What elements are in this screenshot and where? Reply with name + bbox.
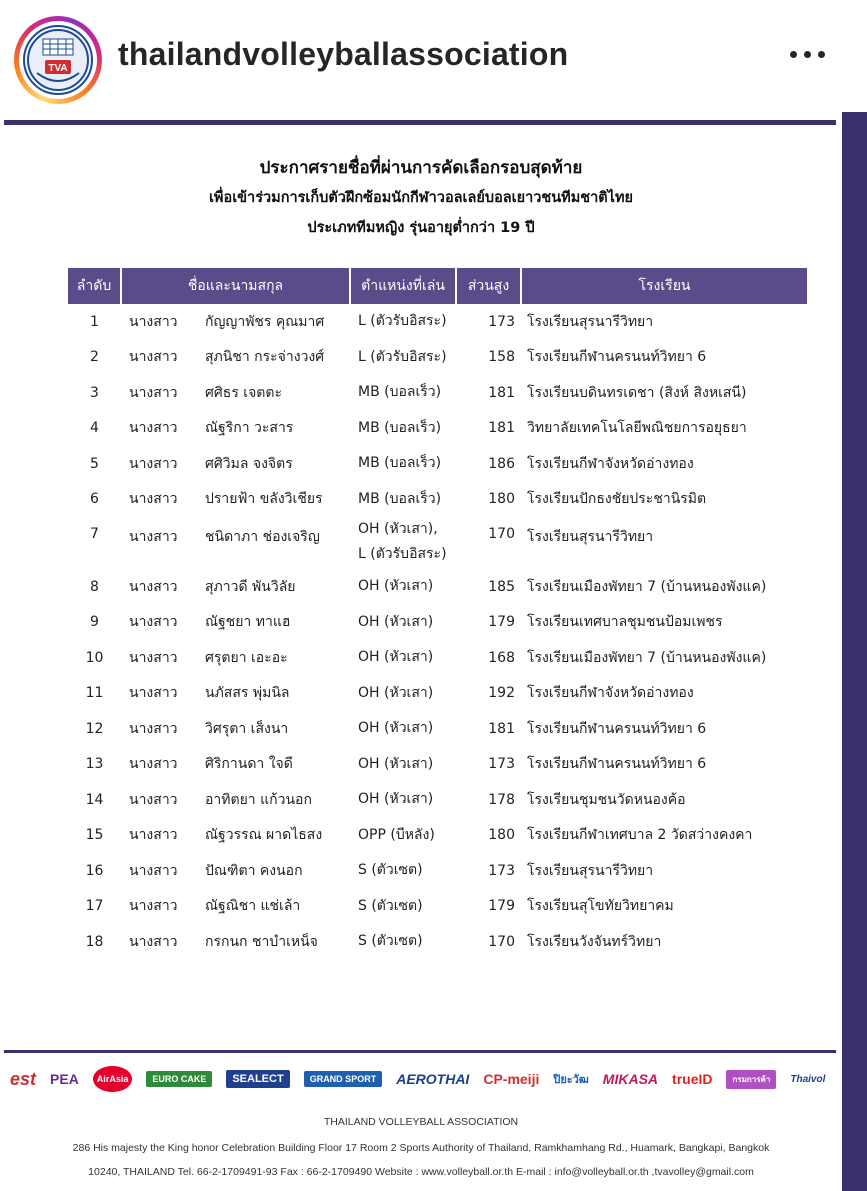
table-row <box>68 446 807 482</box>
table-row <box>68 676 807 712</box>
position-primary: OH (หัวเสา) <box>358 649 434 666</box>
cell-name <box>121 605 350 641</box>
cell-school: โรงเรียนเมืองพัทยา 7 (บ้านหนองพังแค) <box>527 578 767 595</box>
address-line-2: 10240, THAILAND Tel. 66-2-1709491-93 Fax : 66-2-1709490 Website : www.volleyball.or.th E-mail : info@volleyball.or.th ,tvavolley@gmail.com <box>88 1166 754 1178</box>
cell-position <box>350 747 456 783</box>
cell-height: 179 <box>488 614 515 631</box>
cell-height: 180 <box>488 491 515 508</box>
cell-name <box>121 676 350 712</box>
position-primary: OH (หัวเสา) <box>358 755 434 772</box>
cell-number: 9 <box>90 614 99 631</box>
cell-number: 11 <box>85 685 104 702</box>
col-header-number: ลำดับ <box>68 268 121 304</box>
cell-name <box>121 304 350 340</box>
cell-number: 2 <box>90 349 99 366</box>
cell-number: 15 <box>85 827 104 844</box>
table-row <box>68 782 807 818</box>
cell-position <box>350 818 456 854</box>
cell-name <box>121 853 350 889</box>
cell-height: 192 <box>488 685 515 702</box>
cell-school: โรงเรียนวังจันทร์วิทยา <box>527 933 662 950</box>
player-name: ณัฐวรรณ ผาดไธสง <box>205 827 323 844</box>
cell-position <box>350 375 456 411</box>
player-name: สุภาวดี พันวิลัย <box>205 578 296 595</box>
cell-position <box>350 482 456 518</box>
table-row <box>68 747 807 783</box>
roster-table <box>68 268 807 960</box>
name-prefix: นางสาว <box>129 791 178 808</box>
cell-school: โรงเรียนสุโขทัยวิทยาคม <box>527 898 674 915</box>
cell-height: 168 <box>488 649 515 666</box>
table-row <box>68 411 807 447</box>
cell-school: โรงเรียนกีฬานครนนท์วิทยา 6 <box>527 756 707 773</box>
table-row <box>68 640 807 676</box>
more-options-icon[interactable] <box>790 46 830 62</box>
player-name: ณัฐริกา วะสาร <box>205 420 294 437</box>
table-row <box>68 517 807 569</box>
cell-name <box>121 411 350 447</box>
doc-subtitle: เพื่อเข้าร่วมการเก็บตัวฝึกซ้อมนักกีฬาวอลเลย์บอลเยาวชนทีมชาติไทย <box>208 190 634 206</box>
cell-position <box>350 340 456 376</box>
cell-school: โรงเรียนกีฬาจังหวัดอ่างทอง <box>527 685 694 702</box>
table-row <box>68 569 807 605</box>
cell-name <box>121 340 350 376</box>
name-prefix: นางสาว <box>129 313 178 330</box>
sponsor-logo: GRAND SPORT <box>304 1071 383 1087</box>
sponsor-logo: ปิยะวัฒ <box>553 1074 589 1086</box>
table-row <box>68 889 807 925</box>
player-name: ปรายฟ้า ขลังวิเชียร <box>205 491 323 508</box>
cell-name <box>121 782 350 818</box>
username[interactable]: thailandvolleyballassociation <box>118 36 569 72</box>
tva-logo-icon <box>23 25 93 95</box>
name-prefix: นางสาว <box>129 384 178 401</box>
cell-school: โรงเรียนสุรนารีวิทยา <box>527 313 654 330</box>
position-primary: S (ตัวเซต) <box>358 933 423 950</box>
cell-name <box>121 747 350 783</box>
name-prefix: นางสาว <box>129 491 178 508</box>
table-row <box>68 304 807 340</box>
cell-height: 179 <box>488 898 515 915</box>
table-row <box>68 605 807 641</box>
cell-number: 6 <box>90 491 99 508</box>
player-name: ชนิดาภา ช่องเจริญ <box>205 529 320 545</box>
cell-school: โรงเรียนสุรนารีวิทยา <box>527 529 654 545</box>
player-name: ณัฐณิชา แช่เล้า <box>205 898 301 915</box>
cell-position <box>350 853 456 889</box>
table-header-row <box>68 268 807 304</box>
cell-number: 10 <box>85 649 104 666</box>
col-header-name: ชื่อและนามสกุล <box>121 268 350 304</box>
position-secondary: L (ตัวรับอิสระ) <box>358 546 447 562</box>
cell-number: 3 <box>90 384 99 401</box>
cell-height: 173 <box>488 862 515 879</box>
cell-height: 173 <box>488 313 515 330</box>
cell-height: 170 <box>488 933 515 950</box>
sponsor-logo: est <box>10 1068 37 1089</box>
name-prefix: นางสาว <box>129 862 178 879</box>
cell-position <box>350 640 456 676</box>
name-prefix: นางสาว <box>129 898 178 915</box>
cell-number: 13 <box>85 756 104 773</box>
cell-height: 181 <box>488 720 515 737</box>
cell-name <box>121 482 350 518</box>
doc-category: ประเภททีมหญิง รุ่นอายุต่ำกว่า 19 ปี <box>307 220 535 236</box>
cell-position <box>350 304 456 340</box>
cell-school: โรงเรียนสุรนารีวิทยา <box>527 862 654 879</box>
cell-name <box>121 711 350 747</box>
cell-position <box>350 569 456 605</box>
name-prefix: นางสาว <box>129 614 178 631</box>
col-header-height: ส่วนสูง <box>456 268 521 304</box>
position-primary: OH (หัวเสา) <box>358 684 434 701</box>
cell-position <box>350 446 456 482</box>
cell-number: 4 <box>90 420 99 437</box>
cell-name <box>121 818 350 854</box>
cell-name <box>121 375 350 411</box>
cell-number: 1 <box>90 313 99 330</box>
name-prefix: นางสาว <box>129 578 178 595</box>
col-header-position: ตำแหน่งที่เล่น <box>350 268 456 304</box>
player-name: วิศรุตา เส็งนา <box>205 720 289 737</box>
table-row <box>68 711 807 747</box>
cell-position <box>350 517 456 569</box>
cell-number: 5 <box>90 455 99 472</box>
cell-number: 12 <box>85 720 104 737</box>
cell-school: โรงเรียนเทศบาลชุมชนป้อมเพชร <box>527 614 723 631</box>
player-name: อาทิตยา แก้วนอก <box>205 791 312 808</box>
cell-number: 17 <box>85 898 104 915</box>
table-row <box>68 853 807 889</box>
position-primary: OH (หัวเสา), <box>358 521 438 537</box>
player-name: สุภนิชา กระจ่างวงศ์ <box>205 349 325 366</box>
sponsor-logo: AirAsia <box>93 1066 133 1092</box>
cell-position <box>350 924 456 960</box>
cell-position <box>350 411 456 447</box>
sponsor-logo: Thaivol <box>790 1073 826 1085</box>
player-name: กัญญาพัชร คุณมาศ <box>205 313 325 330</box>
cell-height: 158 <box>488 349 515 366</box>
name-prefix: นางสาว <box>129 349 178 366</box>
cell-height: 180 <box>488 827 515 844</box>
cell-name <box>121 640 350 676</box>
position-primary: S (ตัวเซต) <box>358 897 423 914</box>
position-primary: OH (หัวเสา) <box>358 613 434 630</box>
cell-school: โรงเรียนกีฬาเทศบาล 2 วัดสว่างคงคา <box>527 827 753 844</box>
position-primary: MB (บอลเร็ว) <box>358 419 442 436</box>
cell-school: โรงเรียนบดินทรเดชา (สิงห์ สิงหเสนี) <box>527 384 747 401</box>
cell-height: 181 <box>488 420 515 437</box>
roster-body <box>68 304 807 960</box>
cell-school: โรงเรียนชุมชนวัดหนองค้อ <box>527 791 686 808</box>
cell-school: โรงเรียนเมืองพัทยา 7 (บ้านหนองพังแค) <box>527 649 767 666</box>
cell-school: โรงเรียนกีฬานครนนท์วิทยา 6 <box>527 720 707 737</box>
cell-name <box>121 569 350 605</box>
position-primary: MB (บอลเร็ว) <box>358 384 442 401</box>
position-primary: OH (หัวเสา) <box>358 791 434 808</box>
sponsor-logo: CP-meiji <box>483 1071 540 1087</box>
cell-school: โรงเรียนปักธงชัยประชานิรมิต <box>527 491 707 508</box>
cell-position <box>350 889 456 925</box>
player-name: นภัสสร พุ่มนิล <box>205 685 290 702</box>
cell-position <box>350 676 456 712</box>
player-name: ศศิธร เจตตะ <box>205 384 282 401</box>
position-primary: MB (บอลเร็ว) <box>358 455 442 472</box>
position-primary: S (ตัวเซต) <box>358 862 423 879</box>
cell-name <box>121 517 350 569</box>
sponsor-logo: MIKASA <box>602 1071 659 1087</box>
cell-position <box>350 782 456 818</box>
sponsor-logo: EURO CAKE <box>146 1071 212 1087</box>
cell-height: 185 <box>488 578 515 595</box>
sponsor-logo: AEROTHAI <box>396 1071 470 1087</box>
announcement-document <box>0 112 867 1191</box>
name-prefix: นางสาว <box>129 529 178 545</box>
cell-number: 14 <box>85 791 104 808</box>
cell-number: 18 <box>85 933 104 950</box>
player-name: ปัณฑิตา คงนอก <box>205 862 303 879</box>
cell-number: 7 <box>90 526 99 542</box>
name-prefix: นางสาว <box>129 827 178 844</box>
name-prefix: นางสาว <box>129 420 178 437</box>
table-row <box>68 818 807 854</box>
position-primary: L (ตัวรับอิสระ) <box>358 313 447 330</box>
cell-position <box>350 605 456 641</box>
cell-name <box>121 924 350 960</box>
svg-text:TVA: TVA <box>48 63 68 74</box>
sponsor-logo: SEALECT <box>226 1070 289 1088</box>
address-line-1: 286 His majesty the King honor Celebration Building Floor 17 Room 2 Sports Authority of Thailand, Ramkhamhang Rd., Huamark, Bangkapi, Bangkok <box>72 1142 770 1154</box>
table-row <box>68 375 807 411</box>
position-primary: OH (หัวเสา) <box>358 578 434 595</box>
sponsor-logo: กรมการค้า <box>726 1070 776 1089</box>
name-prefix: นางสาว <box>129 649 178 666</box>
player-name: ศิริกานดา ใจดี <box>205 756 293 773</box>
cell-height: 181 <box>488 384 515 401</box>
post-header <box>0 0 867 112</box>
position-primary: OPP (บีหลัง) <box>358 826 435 843</box>
cell-number: 16 <box>85 862 104 879</box>
cell-position <box>350 711 456 747</box>
sponsor-logo: PEA <box>50 1071 79 1087</box>
top-divider <box>4 120 836 125</box>
name-prefix: นางสาว <box>129 720 178 737</box>
player-name: ศศิวิมล จงจิตร <box>205 455 293 472</box>
name-prefix: นางสาว <box>129 756 178 773</box>
position-primary: L (ตัวรับอิสระ) <box>358 348 447 365</box>
cell-name <box>121 446 350 482</box>
cell-height: 173 <box>488 756 515 773</box>
cell-name <box>121 889 350 925</box>
cell-height: 170 <box>488 526 515 542</box>
cell-school: โรงเรียนกีฬานครนนท์วิทยา 6 <box>527 349 707 366</box>
cell-school: วิทยาลัยเทคโนโลยีพณิชยการอยุธยา <box>527 420 747 437</box>
name-prefix: นางสาว <box>129 685 178 702</box>
name-prefix: นางสาว <box>129 455 178 472</box>
position-primary: OH (หัวเสา) <box>358 720 434 737</box>
cell-height: 186 <box>488 455 515 472</box>
table-row <box>68 340 807 376</box>
name-prefix: นางสาว <box>129 933 178 950</box>
player-name: ศรุตยา เอะอะ <box>205 649 288 666</box>
col-header-school: โรงเรียน <box>521 268 807 304</box>
table-row <box>68 482 807 518</box>
footer-divider <box>4 1050 836 1053</box>
sponsor-logos <box>10 1062 836 1096</box>
cell-school: โรงเรียนกีฬาจังหวัดอ่างทอง <box>527 455 694 472</box>
table-row <box>68 924 807 960</box>
player-name: ณัฐชยา ทาแฮ <box>205 614 291 631</box>
avatar[interactable] <box>14 16 102 104</box>
association-name: THAILAND VOLLEYBALL ASSOCIATION <box>323 1116 519 1128</box>
sponsor-logo: trueID <box>672 1071 713 1087</box>
position-primary: MB (บอลเร็ว) <box>358 490 442 507</box>
right-frame-bar <box>842 112 867 1191</box>
player-name: กรกนก ชาบำเหน็จ <box>205 933 318 950</box>
cell-height: 178 <box>488 791 515 808</box>
doc-title: ประกาศรายชื่อที่ผ่านการคัดเลือกรอบสุดท้าย <box>259 158 583 178</box>
cell-number: 8 <box>90 578 99 595</box>
